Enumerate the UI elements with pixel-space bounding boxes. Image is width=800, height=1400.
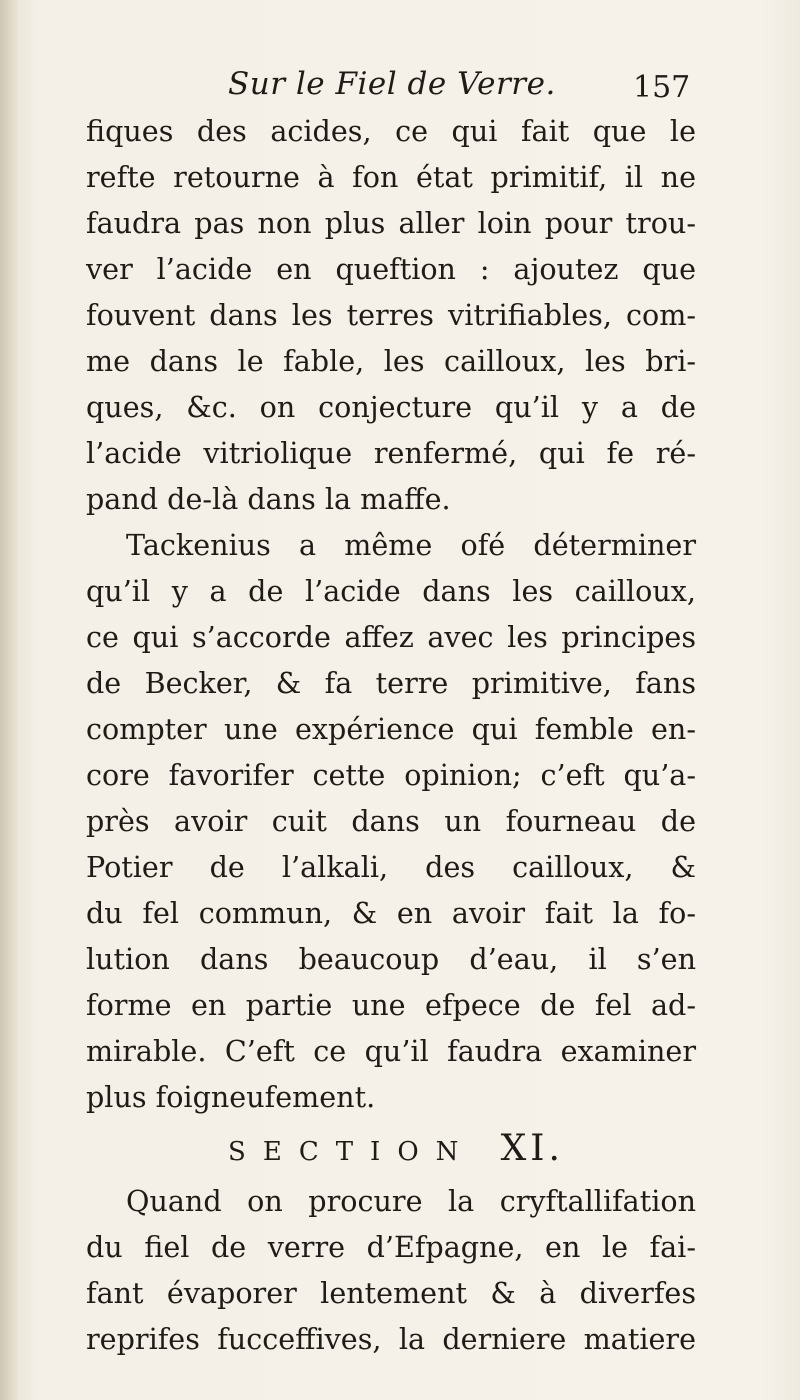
running-title: Sur le Fiel de Verre.	[228, 66, 556, 102]
text-line: ce qui s’accorde affez avec les principes	[86, 620, 696, 654]
text-line: plus foigneufement.	[86, 1080, 376, 1114]
paragraph-3	[86, 1178, 696, 1362]
text-line: Tackenius a même ofé déterminer	[126, 528, 696, 562]
text-line: Quand on procure la cryftallifation	[126, 1184, 696, 1218]
text-line: qu’il y a de l’acide dans les cailloux,	[86, 574, 696, 608]
text-line: me dans le fable, les cailloux, les bri-	[86, 344, 696, 378]
text-line: refte retourne à fon état primitif, il ne	[86, 160, 696, 194]
text-line: reprifes fucceffives, la derniere matiere	[86, 1322, 696, 1356]
text-line: core favorifer cette opinion; c’eft qu’a-	[86, 758, 696, 792]
text-line: fouvent dans les terres vitrifiables, com-	[86, 298, 696, 332]
body-text	[86, 108, 696, 1362]
text-line: du fel commun, & en avoir fait la fo-	[86, 896, 696, 930]
text-line: compter une expérience qui femble en-	[86, 712, 696, 746]
text-line: pand de-là dans la maffe.	[86, 482, 451, 516]
text-line: de Becker, & fa terre primitive, fans	[86, 666, 696, 700]
text-line: près avoir cuit dans un fourneau de	[86, 804, 696, 838]
text-line: Potier de l’alkali, des cailloux, &	[86, 850, 696, 884]
text-line: forme en partie une efpece de fel ad-	[86, 988, 696, 1022]
text-line: lution dans beaucoup d’eau, il s’en	[86, 942, 696, 976]
text-line: mirable. C’eft ce qu’il faudra examiner	[86, 1034, 696, 1068]
text-line: fiques des acides, ce qui fait que le	[86, 114, 696, 148]
text-line: ques, &c. on conjecture qu’il y a de	[86, 390, 696, 424]
text-line: l’acide vitriolique renfermé, qui fe ré-	[86, 436, 696, 470]
text-line: fant évaporer lentement & à diverfes	[86, 1276, 696, 1310]
section-heading	[86, 1120, 696, 1178]
page-header	[0, 66, 800, 106]
paragraph-2	[86, 522, 696, 1120]
section-label: SECTION	[228, 1137, 476, 1167]
text-line: faudra pas non plus aller loin pour trou-	[86, 206, 696, 240]
text-line: du fiel de verre d’Efpagne, en le fai-	[86, 1230, 696, 1264]
page-gutter-shadow	[0, 0, 18, 1400]
page-number: 157	[633, 70, 691, 105]
text-line: ver l’acide en queftion : ajoutez que	[86, 252, 696, 286]
section-numeral: XI.	[500, 1128, 564, 1169]
paragraph-1	[86, 108, 696, 522]
